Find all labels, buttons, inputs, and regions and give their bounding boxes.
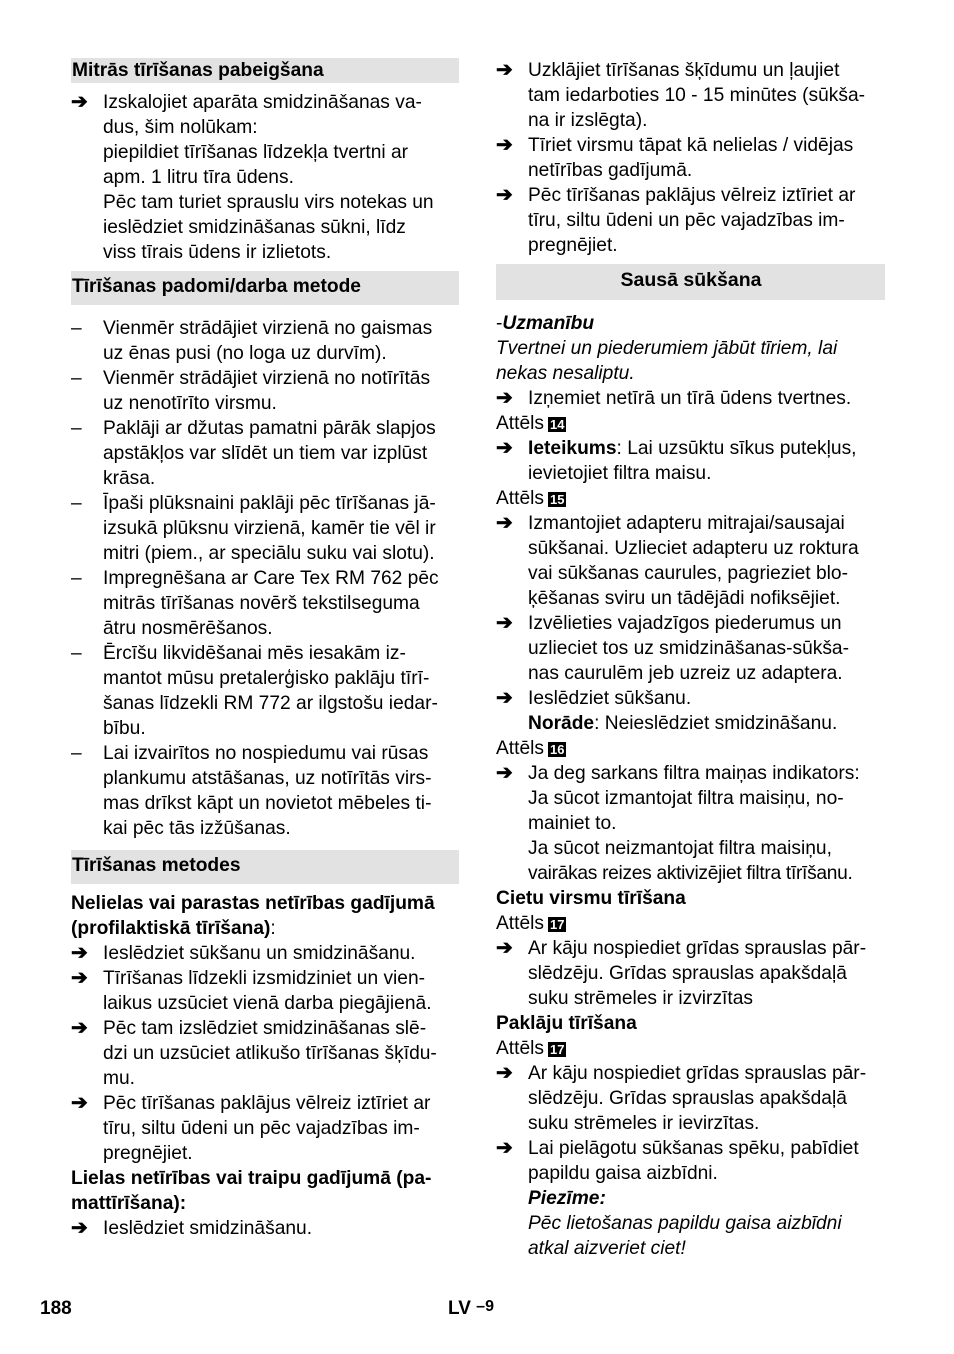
instruction-item: ➔ Ar kāju nospiediet grīdas sprauslas pār- slēdzēju. Grīdas sprauslas apakšdaļā suku strēmeles ir ievirzītas. bbox=[496, 1062, 867, 1134]
instruction-item: ➔ Pēc tīrīšanas paklājus vēlreiz iztīriet ar tīru, siltu ūdeni un pēc vajadzības im- pregnējiet. bbox=[71, 1092, 431, 1164]
arrow-right-icon: ➔ bbox=[496, 387, 513, 409]
arrow-right-icon: ➔ bbox=[71, 1217, 88, 1239]
arrow-right-icon: ➔ bbox=[71, 1092, 88, 1114]
dash-bullet: – bbox=[71, 318, 82, 339]
steps-carpets bbox=[496, 1061, 885, 1186]
arrow-right-icon: ➔ bbox=[496, 512, 513, 534]
dash-bullet: – bbox=[71, 643, 82, 664]
subheading-carpets: Paklāju tīrīšana bbox=[496, 1013, 637, 1034]
dash-bullet: – bbox=[71, 568, 82, 589]
list-item: – Vienmēr strādājiet virzienā no notīrītās uz nenotīrīto virsmu. bbox=[71, 368, 431, 414]
section-title-tips: Tīrīšanas padomi/darba metode bbox=[71, 271, 459, 305]
steps-hard-floors bbox=[496, 936, 885, 1011]
subheading-light-dirt: Nelielas vai parastas netīrības gadījumā (profilaktiskā tīrīšana): bbox=[71, 893, 435, 939]
dash-bullet: – bbox=[71, 368, 82, 389]
list-item: – Lai izvairītos no nospiedumu vai rūsas plankumu atstāšanas, uz notīrītās virs- mas drīkst kāpt un novietot mēbeles ti- kai pēc tās izžūšanas. bbox=[71, 743, 432, 839]
instruction-item: ➔ Ieslēdziet smidzināšanu. bbox=[71, 1217, 313, 1239]
instruction-item: ➔ Tīrīšanas līdzekli izsmidziniet un vien- laikus uzsūciet vienā darba piegājienā. bbox=[71, 967, 432, 1014]
section-title-dry-vacuuming: Sausā sūkšana bbox=[496, 264, 885, 300]
subheading-hard-floors: Cietu virsmu tīrīšana bbox=[496, 888, 686, 909]
arrow-right-icon: ➔ bbox=[496, 937, 513, 959]
arrow-right-icon: ➔ bbox=[496, 1062, 513, 1084]
right-column bbox=[496, 58, 885, 1261]
steps-heavy-dirt bbox=[71, 1216, 459, 1241]
dash-bullet: – bbox=[71, 493, 82, 514]
tips-list bbox=[71, 316, 459, 841]
footer-language: LV –9 bbox=[448, 1298, 494, 1319]
dash-bullet: – bbox=[71, 743, 82, 764]
remark-block: Piezīme: Pēc lietošanas papildu gaisa aizbīdni atkal aizveriet ciet! bbox=[528, 1188, 842, 1259]
arrow-right-icon: ➔ bbox=[496, 1137, 513, 1159]
instruction-item: ➔ Ieteikums: Lai uzsūktu sīkus putekļus, ievietojiet filtra maisu. bbox=[496, 437, 857, 484]
figure-number-badge: 14 bbox=[550, 417, 565, 432]
arrow-right-icon: ➔ bbox=[496, 762, 513, 784]
subheading-heavy-dirt: Lielas netīrības vai traipu gadījumā (pa- mattīrīšana): bbox=[71, 1168, 432, 1214]
instruction-item: ➔ Pēc tīrīšanas paklājus vēlreiz iztīriet ar tīru, siltu ūdeni un pēc vajadzības im- pregnējiet. bbox=[496, 184, 856, 256]
arrow-right-icon: ➔ bbox=[71, 1017, 88, 1039]
instruction-item: ➔ Izmantojiet adapteru mitrajai/sausajai sūkšanai. Uzlieciet adapteru uz roktura vai sūkšanas caurules, pagrieziet blo- ķēšanas sviru un tādējādi nofiksējiet. bbox=[496, 512, 859, 609]
figure-number-badge: 17 bbox=[550, 917, 565, 932]
figure-ref-17: Attēls 17 bbox=[496, 913, 565, 934]
arrow-right-icon: ➔ bbox=[496, 184, 513, 206]
arrow-right-icon: ➔ bbox=[71, 91, 88, 113]
instruction-item: ➔ Lai pielāgotu sūkšanas spēku, pabīdiet papildu gaisa aizbīdni. bbox=[496, 1137, 859, 1184]
figure-ref-14: Attēls 14 bbox=[496, 413, 565, 434]
section-title-methods: Tīrīšanas metodes bbox=[71, 850, 459, 884]
instruction-item: ➔ Izņemiet netīrā un tīrā ūdens tvertnes. bbox=[496, 387, 852, 409]
arrow-right-icon: ➔ bbox=[71, 967, 88, 989]
arrow-right-icon: ➔ bbox=[496, 437, 513, 459]
caution-block: -Uzmanību Tvertnei un piederumiem jābūt tīriem, lai nekas nesaliptu. bbox=[496, 313, 838, 384]
figure-number-badge: 16 bbox=[550, 742, 565, 757]
figure-ref-16: Attēls 16 bbox=[496, 738, 565, 759]
instruction-item: ➔ Izvēlieties vajadzīgos piederumus un uzlieciet tos uz smidzināšanas-sūkša- nas caurulēm jeb uzreiz uz adaptera. bbox=[496, 612, 849, 684]
figure-ref-17b: Attēls 17 bbox=[496, 1038, 565, 1059]
figure-number-badge: 17 bbox=[550, 1042, 565, 1057]
steps-light-dirt bbox=[71, 941, 459, 1166]
list-item: – Paklāji ar džutas pamatni pārāk slapjos apstākļos var slīdēt un tiem var izplūst krāsa. bbox=[71, 418, 436, 489]
left-column bbox=[71, 58, 459, 1241]
instruction-item: ➔ Ieslēdziet sūkšanu un smidzināšanu. bbox=[71, 942, 416, 964]
section-title-wet-cleaning-end: Mitrās tīrīšanas pabeigšana bbox=[71, 58, 459, 83]
arrow-right-icon: ➔ bbox=[496, 612, 513, 634]
arrow-right-icon: ➔ bbox=[496, 134, 513, 156]
instruction-item: ➔ Ar kāju nospiediet grīdas sprauslas pār- slēdzēju. Grīdas sprauslas apakšdaļā suku strēmeles ir izvirzītas bbox=[496, 937, 867, 1009]
arrow-right-icon: ➔ bbox=[496, 687, 513, 709]
instruction-item: ➔ Izskalojiet aparāta smidzināšanas va- dus, šim nolūkam: piepildiet tīrīšanas līdzekļa tvertni ar apm. 1 litru tīra ūdens. Pēc tam turiet sprauslu virs notekas un ieslēdziet smidzināšanas sūkni, līdz viss tīrais ūdens ir izlietots. bbox=[71, 91, 434, 263]
instruction-item: ➔ Pēc tam izslēdziet smidzināšanas slē- dzi un uzsūciet atlikušo tīrīšanas šķīdu- mu. bbox=[71, 1017, 437, 1089]
page-number: 188 bbox=[40, 1298, 72, 1319]
instruction-item: ➔ Ja deg sarkans filtra maiņas indikators: Ja sūcot izmantojat filtra maisiņu, no- mainiet to. Ja sūcot neizmantojat filtra maisiņu, vairākas reizes aktivizējiet filtra tīrīšanu. bbox=[496, 762, 860, 884]
list-item: – Impregnēšana ar Care Tex RM 762 pēc mitrās tīrīšanas novērš tekstilseguma ātru nosmērēšanos. bbox=[71, 568, 439, 639]
arrow-right-icon: ➔ bbox=[496, 59, 513, 81]
list-item: – Īpaši plūksnaini paklāji pēc tīrīšanas jā- izsukā plūksnu virzienā, kamēr tie vēl ir mitri (piem., ar speciālu suku vai slotu). bbox=[71, 493, 436, 564]
steps-dry-setup bbox=[496, 511, 885, 686]
instruction-item: ➔ Ieslēdziet sūkšanu. Norāde: Neieslēdziet smidzināšanu. bbox=[496, 687, 838, 734]
list-item: – Ērcīšu likvidēšanai mēs iesakām iz- mantot mūsu pretalerģisko paklāju tīrī- šanas līdzekli RM 772 ar ilgstošu iedar- bību. bbox=[71, 643, 438, 739]
figure-ref-15: Attēls 15 bbox=[496, 488, 565, 509]
instruction-item: ➔ Tīriet virsmu tāpat kā nelielas / vidējas netīrības gadījumā. bbox=[496, 134, 854, 181]
dash-bullet: – bbox=[71, 418, 82, 439]
figure-number-badge: 15 bbox=[550, 492, 565, 507]
instruction-item: ➔ Uzklājiet tīrīšanas šķīdumu un ļaujiet tam iedarboties 10 - 15 minūtes (sūkša- na ir izslēgta). bbox=[496, 59, 865, 131]
list-item: – Vienmēr strādājiet virzienā no gaismas uz ēnas pusi (no loga uz durvīm). bbox=[71, 318, 433, 364]
arrow-right-icon: ➔ bbox=[71, 942, 88, 964]
steps-heavy-dirt-continued bbox=[496, 58, 885, 258]
